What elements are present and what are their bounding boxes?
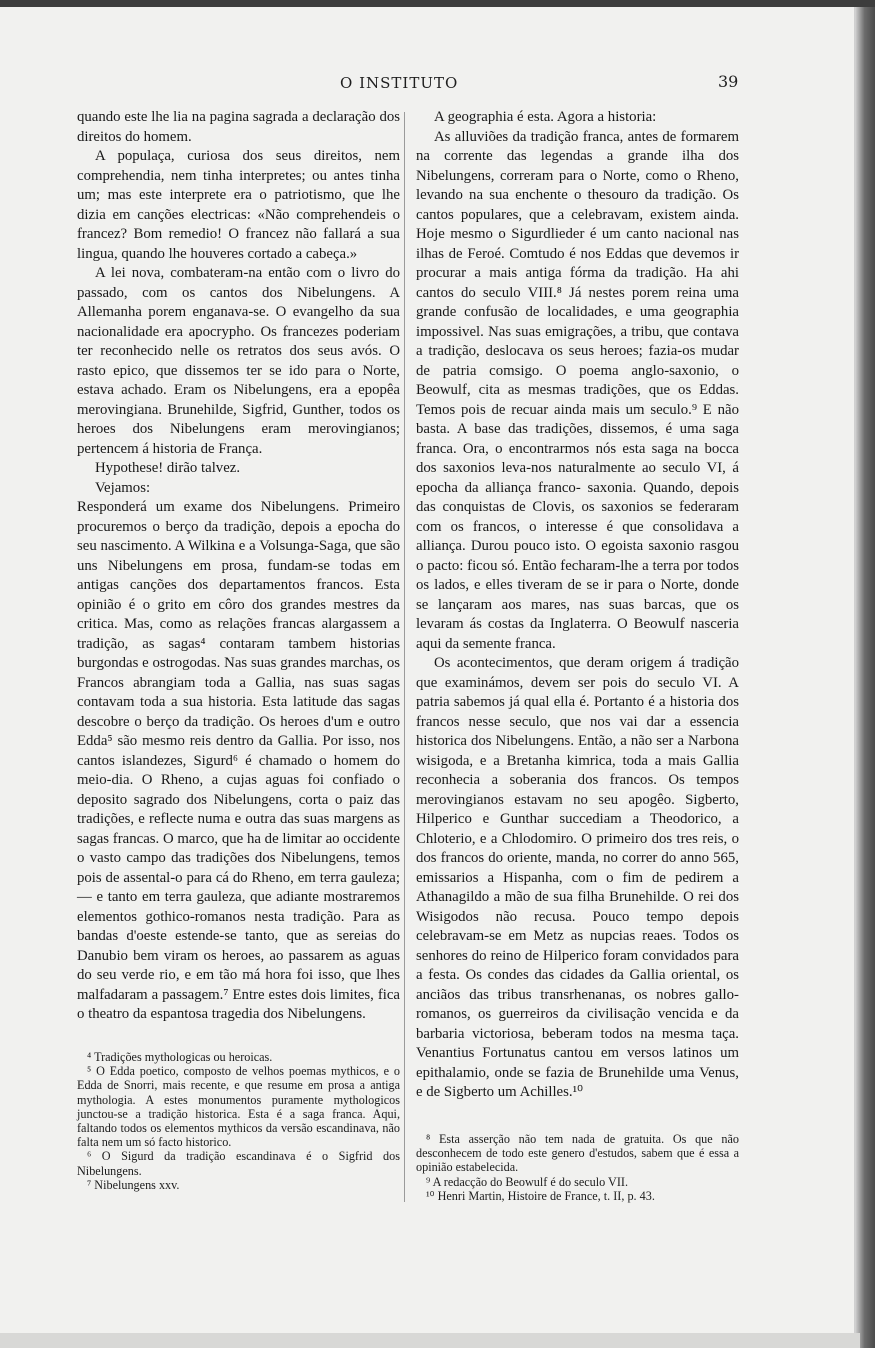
- footnote: ⁹ A redacção do Beowulf é do seculo VII.: [426, 1174, 629, 1189]
- footnote: ¹⁰ Henri Martin, Histoire de France, t. II, p. 43.: [426, 1188, 655, 1203]
- footnote: ⁶ O Sigurd da tradição escandinava é o Sigfrid dos Nibelungens.: [77, 1149, 400, 1178]
- paragraph: Os acontecimentos, que deram origem á tradição que examinámos, devem ser pois do seculo VI. A patria sabemos já qual ella é. Portanto é a historia dos francos nesse seculo, que nos vai dar a essencia historica dos Nibelungens. Então, a não ser a Narbona wisigoda, e a Bretanha kimrica, toda a mais Gallia reconhecia a soberania dos francos. Os tempos merovingianos estavam no seu apogêo. Sigberto, Hilperico e Gunthar succediam a Theodorico, a Chloterio, e a Chlodomiro. O primeiro dos tres reis, o dos francos do oriente, manda, no correr do anno 565, emissarios a Hispanha, com o fim de pedirem a Athanagildo a mão de sua filha Brunehilde. O rei dos Wisigodos não recusa. Pouco tempo depois celebravam-se em Metz as nupcias reaes. Todos os senhores do reino de Hilperico foram convidados para a festa. Os condes das cidades da Gallia oriental, os anciãos das tribus transrhenanas, os nobres gallo-romanos, os guerreiros da civilisação vencida e da barbaria victoriosa, beberam todos na mesma taça. Venantius Fortunatus cantou em versos latinos um epithalamio, onde se fazia de Brunehilde uma Venus, e de Sigberto um Achilles.¹⁰: [416, 655, 739, 1100]
- footnote: ⁷ Nibelungens xxv.: [87, 1177, 180, 1192]
- journal-title: O INSTITUTO: [340, 74, 459, 92]
- scan-top-edge: [0, 0, 875, 7]
- paragraph: A populaça, curiosa dos seus direitos, nem comprehendia, nem tinha interpretes; ou antes tinha um; mas este interprete era o patriotismo, que lhe dizia em canções electricas: «Não comprehendeis o francez? Bom remedio! O francez não fallará a sua lingua, quando lhe houveres cortado a cabeça.»: [77, 148, 400, 262]
- left-column: [77, 108, 400, 1025]
- paragraph: A lei nova, combateram-na então com o livro do passado, com os cantos dos Nibelungens. A Allemanha porem enganava-se. O evangelho da sua nacionalidade era apocrypho. Os francezes poderiam ter reconhecido nelle os retratos dos seus avós. O rasto epico, que dissemos ter se ido para o Norte, estava achado. Eram os Nibelungens, era a epopêa merovingiana. Brunehilde, Sigfrid, Gunther, todos os heroes dos Nibelungens eram merovingianos; pertencem á historia de França.: [77, 265, 400, 457]
- footnote: ⁸ Esta asserção não tem nada de gratuita. Os que não desconhecem de todo este genero d'estudos, sabem que é essa a opinião estabelecida.: [416, 1132, 739, 1175]
- running-head: [0, 70, 856, 94]
- paragraph: Responderá um exame dos Nibelungens. Primeiro procuremos o berço da tradição, depois a epocha do seu nascimento. A Wilkina e a Volsunga-Saga, que são uns Nibelungens em prosa, fundam-se todas em antigas canções dos departamentos francos. Esta opinião é o grito em côro dos grandes mestres da critica. Mas, como as relações francas alargassem a tradição, as sagas⁴ contaram tambem historias burgondas e ostrogodas. Nas suas grandes marchas, os Francos abrangiam toda a Gallia, nas suas sagas contavam toda a sua historia. Esta latitude das sagas descobre o berço da tradição. Os heroes d'um e outro Edda⁵ são mesmo reis dentro da Gallia. Por isso, nos cantos islandezes, Sigurd⁶ é chamado o homem do meio-dia. O Rheno, a cujas aguas foi confiado o deposito sagrado dos Nibelungens, corta o paiz das tradições, e reflecte numa e outra das suas margens as sagas francas. O marco, que ha de limitar ao occidente o vasto campo das tradições dos Nibelungens, temos pois de assental-o para cá do Rheno, em terra gauleza; — e tanto em terra gauleza, que adiante mostraremos elementos gothico-romanos nesta tradição. Para as bandas d'oeste estende-se tanto, que as sereias do Danubio bem viram os heroes, ao passarem as aguas do seu verde rio, e em tão má hora foi isso, que lhes malfadaram a passagem.⁷ Entre estes dois limites, fica o theatro da espantosa tragedia dos Nibelungens.: [77, 499, 400, 1022]
- right-column: [416, 108, 739, 1103]
- paragraph: Vejamos:: [95, 479, 151, 496]
- footnote: ⁴ Tradições mythologicas ou heroicas.: [87, 1050, 273, 1064]
- footnote: ⁵ O Edda poetico, composto de velhos poemas mythicos, e o Edda de Snorri, mais recente, e que resume em prosa a antiga mythologia. A estes monumentos puramente mythologicos junctou-se a tradição historica. Esta é a saga franca. Aqui, faltando todos os elementos mythicos da versão escandinava, não falta nem um só facto historico.: [77, 1064, 400, 1150]
- column-divider: [404, 112, 405, 1202]
- left-footnotes: [77, 1050, 400, 1192]
- book-spine-edge: [856, 7, 875, 1348]
- paragraph: A geographia é esta. Agora a historia:: [434, 109, 657, 125]
- paragraph: Hypothese! dirão talvez.: [95, 460, 241, 476]
- scan-bottom-edge: [0, 1333, 860, 1348]
- paragraph: As alluviões da tradição franca, antes de formarem na corrente das legendas a grande ilha dos Nibelungens, correram para o Norte, como o Rheno, levando na sua enchente o thesouro da tradição. Os cantos populares, que a celebravam, existem ainda. Hoje mesmo o Sigurdlieder é um canto nacional nas ilhas de Feroé. Comtudo é nos Eddas que devemos ir procurar a mais antiga fórma da tradição. Ha ahi cantos do seculo VIII.⁸ Já nestes porem reina uma grande confusão de localidades, e uma geographia impossivel. Nas suas emigrações, a tribu, que contava a tradição, deslocava os seus heroes; fazia-os mudar de patria comsigo. O poema anglo-saxonio, o Beowulf, cita as mesmas tradições, que os Eddas. Temos pois de recuar ainda mais um seculo.⁹ E não basta. A base das tradições, dissemos, é uma saga franca. Ora, o encontrarmos nós esta saga na bocca dos saxonios leva-nos naturalmente ao seculo VI, á epocha da alliança franco- saxonia. Quando, depois das conquistas de Clovis, os saxonios se federaram com os francos, o interesse é que consolidava a alliança. Durou pouco isto. O egoista saxonio rasgou o pacto: ficou só. Então fecharam-lhe a terra por todos os lados, e elles tiveram de se ir para o Norte, donde se lançaram aos mares, nas suas barcas, que os levaram ás costas da Inglaterra. O Beowulf nasceria aqui da semente franca.: [416, 128, 739, 652]
- paragraph: quando este lhe lia na pagina sagrada a declaração dos direitos do homem.: [77, 109, 400, 145]
- page-number: 39: [718, 72, 739, 91]
- right-footnotes: [416, 1132, 739, 1203]
